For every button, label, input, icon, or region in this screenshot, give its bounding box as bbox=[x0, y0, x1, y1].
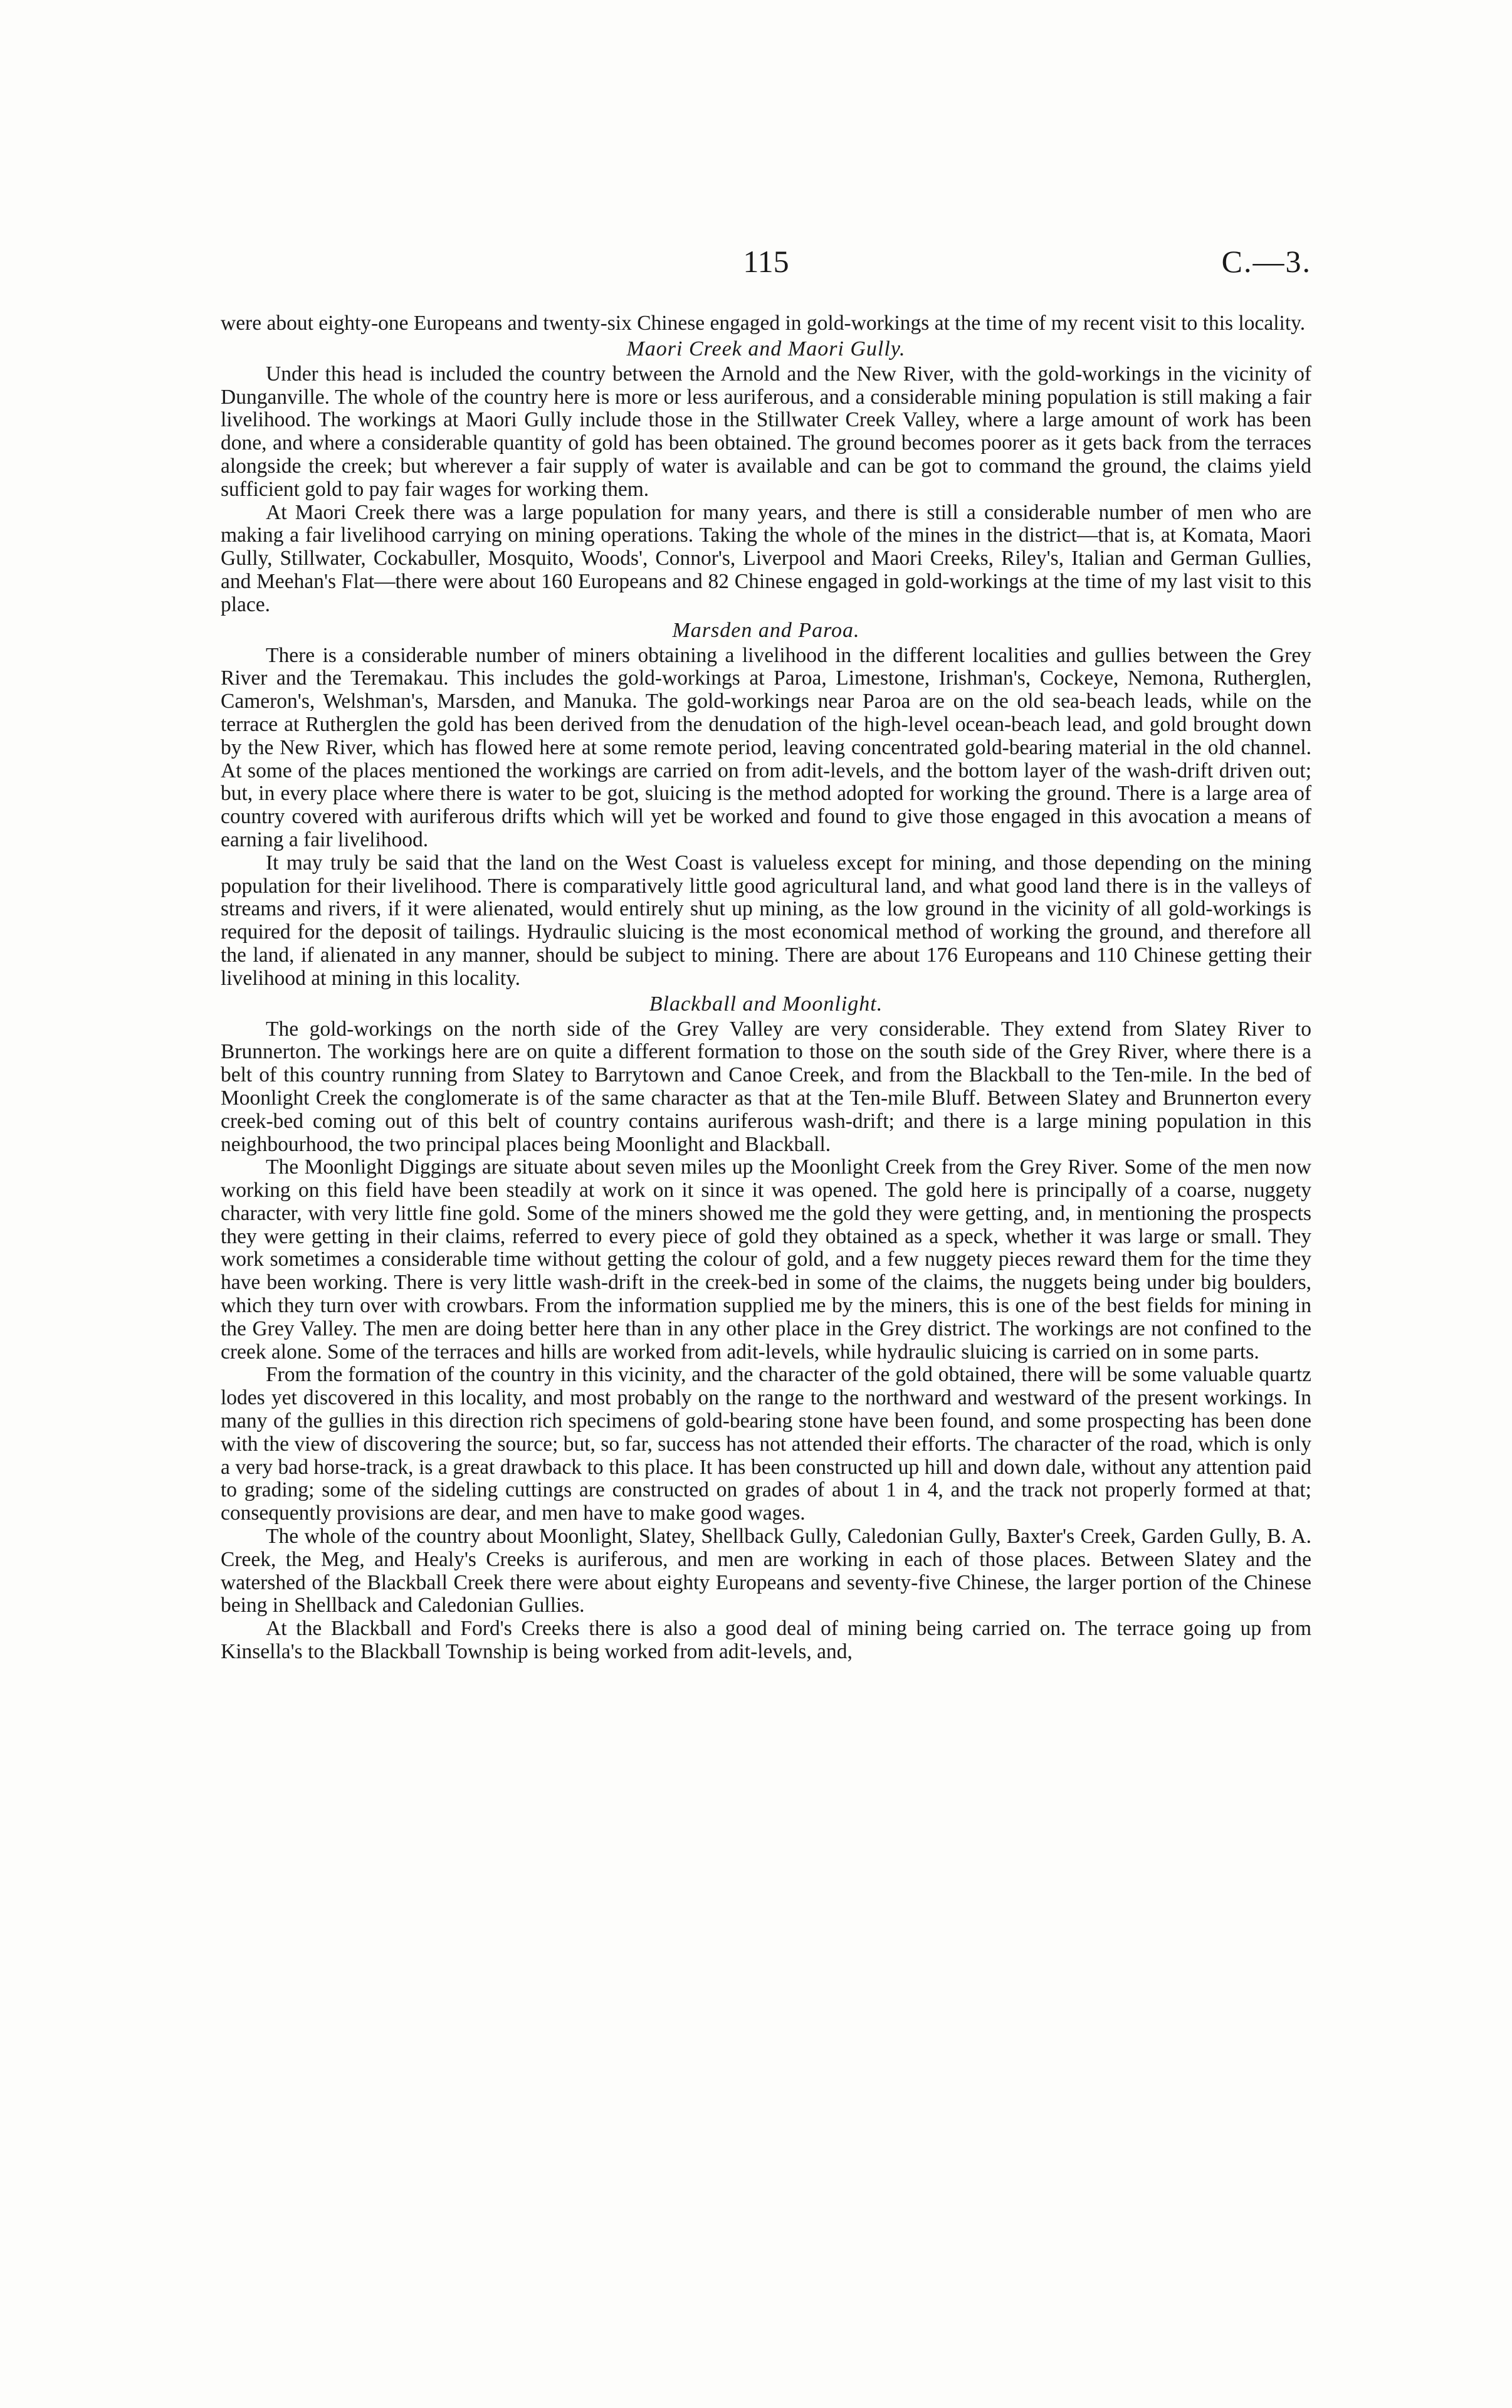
section-heading-maori-creek: Maori Creek and Maori Gully. bbox=[626, 337, 906, 360]
paragraph: The gold-workings on the north side of the Grey Valley are very considerable. They extend from Slatey River to Brunnerton. The workings here are on quite a different formation to those on the south side of the Grey River, where there is a belt of this country running from Slatey to Barrytown and Canoe Creek, and from the Blackball to the Ten-mile. In the bed of Moonlight Creek the conglomerate is of the same character as that at the Ten-mile Bluff. Between Slatey and Brunnerton every creek-bed coming out of this belt of country contains auriferous wash-drift; and there is a large mining population in this neighbourhood, the two principal places being Moonlight and Blackball. bbox=[221, 1017, 1311, 1156]
document-reference: C.—3. bbox=[1221, 244, 1311, 279]
section-heading-blackball-moonlight: Blackball and Moonlight. bbox=[649, 992, 883, 1016]
paragraph: The Moonlight Diggings are situate about seven miles up the Moonlight Creek from the Grey River. Some of the men now working on this field have been steadily at work on it since it was opened. The gold here is principally of a coarse, nuggety character, with very little fine gold. Some of the miners showed me the gold they were getting, and, in mentioning the prospects they were getting in their claims, referred to every piece of gold they obtained as a speck, whether it was large or small. They work sometimes a considerable time without getting the colour of gold, and a few nuggety pieces reward them for the time they have been working. There is very little wash-drift in the creek-bed in some of the claims, the nuggets being under big boulders, which they turn over with crowbars. From the information supplied me by the miners, this is one of the best fields for mining in the Grey Valley. The men are doing better here than in any other place in the Grey district. The workings are not confined to the creek alone. Some of the terraces and hills are worked from adit-levels, while hydraulic sluicing is carried on in some parts. bbox=[221, 1155, 1311, 1364]
section-heading-marsden-paroa: Marsden and Paroa. bbox=[672, 618, 860, 642]
paragraph: At Maori Creek there was a large population for many years, and there is still a considerable number of men who are making a fair livelihood carrying on mining operations. Taking the whole of the mines in the district—that is, at Komata, Maori Gully, Stillwater, Cockabuller, Mosquito, Woods', Connor's, Liverpool and Maori Creeks, Riley's, Italian and German Gullies, and Meehan's Flat—there were about 160 Europeans and 82 Chinese engaged in gold-workings at the time of my last visit to this place. bbox=[221, 500, 1311, 616]
paragraph: At the Blackball and Ford's Creeks there is also a good deal of mining being carried on. The terrace going up from Kinsella's to the Blackball Township is being worked from adit-levels, and, bbox=[221, 1617, 1311, 1664]
body-text bbox=[221, 312, 1311, 1664]
paragraph: It may truly be said that the land on the West Coast is valueless except for mining, and those depending on the mining population for their livelihood. There is comparatively little good agricultural land, and what good land there is in the valleys of streams and rivers, if it were alienated, would entirely shut up mining, as the low ground in the vicinity of all gold-workings is required for the deposit of tailings. Hydraulic sluicing is the most economical method of working the ground, and therefore all the land, if alienated in any manner, should be subject to mining. There are about 176 Europeans and 110 Chinese getting their livelihood at mining in this locality. bbox=[221, 851, 1311, 990]
paragraph: From the formation of the country in this vicinity, and the character of the gold obtained, there will be some valuable quartz lodes yet discovered in this locality, and most probably on the range to the northward and westward of the present workings. In many of the gullies in this direction rich specimens of gold-bearing stone have been found, and some prospecting has been done with the view of discovering the source; but, so far, success has not attended their efforts. The character of the road, which is only a very bad horse-track, is a great drawback to this place. It has been constructed up hill and down dale, without any attention paid to grading; some of the sideling cuttings are constructed on grades of about 1 in 4, and the track not properly formed at that; consequently provisions are dear, and men have to make good wages. bbox=[221, 1363, 1311, 1525]
intro-paragraph: were about eighty-one Europeans and twenty-six Chinese engaged in gold-workings at the time of my recent visit to this locality. bbox=[221, 312, 1306, 335]
paragraph: Under this head is included the country between the Arnold and the New River, with the gold-workings in the vicinity of Dunganville. The whole of the country here is more or less auriferous, and a considerable mining population is still making a fair livelihood. The workings at Maori Gully include those in the Stillwater Creek Valley, where a large amount of work has been done, and where a considerable quantity of gold has been obtained. The ground becomes poorer as it gets back from the terraces alongside the creek; but wherever a fair supply of water is available and can be got to command the ground, the claims yield sufficient gold to pay fair wages for working them. bbox=[221, 362, 1311, 501]
paragraph: There is a considerable number of miners obtaining a livelihood in the different localities and gullies between the Grey River and the Teremakau. This includes the gold-workings at Paroa, Limestone, Irishman's, Cockeye, Nemona, Rutherglen, Cameron's, Welshman's, Marsden, and Manuka. The gold-workings near Paroa are on the old sea-beach leads, while on the terrace at Rutherglen the gold has been derived from the denudation of the high-level ocean-beach lead, and gold brought down by the New River, which has flowed here at some remote period, leaving concentrated gold-bearing material in the old channel. At some of the places mentioned the workings are carried on from adit-levels, and the bottom layer of the wash-drift driven out; but, in every place where there is water to be got, sluicing is the method adopted for working the ground. There is a large area of country covered with auriferous drifts which will yet be worked and found to give those engaged in this avocation a means of earning a fair livelihood. bbox=[221, 643, 1311, 851]
page-header bbox=[221, 243, 1311, 287]
paragraph: The whole of the country about Moonlight, Slatey, Shellback Gully, Caledonian Gully, Baxter's Creek, Garden Gully, B. A. Creek, the Meg, and Healy's Creeks is auriferous, and men are working in each of those places. Between Slatey and the watershed of the Blackball Creek there were about eighty Europeans and seventy-five Chinese, the larger portion of the Chinese being in Shellback and Caledonian Gullies. bbox=[221, 1525, 1311, 1617]
page-number: 115 bbox=[743, 244, 789, 279]
